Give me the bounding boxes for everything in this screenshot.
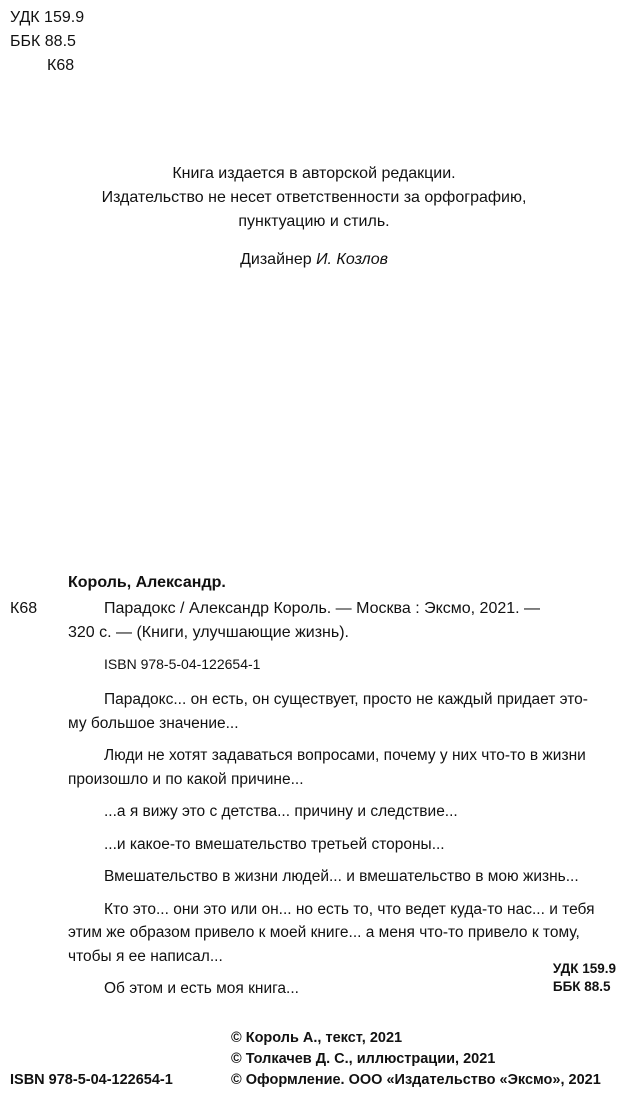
copyright-text: © Король А., текст, 2021 [231,1030,403,1046]
bbk-code-bottom: ББК 88.5 [552,979,611,994]
annotation-text: Парадокс... он есть, он существует, просто не каждый придает это- [104,691,588,708]
annotation-text: ...а я вижу это с детства... причину и следствие... [104,803,458,820]
annotation-paragraph [68,688,618,735]
biblio-line-1: Парадокс / Александр Король. — Москва : Эксмо, 2021. — [104,600,541,617]
annotation-text: чтобы я ее написал... [68,947,223,965]
udk-code: УДК 159.9 [10,9,85,26]
notice-line-1: Книга издается в авторской редакции. [172,165,456,182]
annotation-paragraph [68,833,618,857]
annotation-text: Вмешательство в жизни людей... и вмешательство в мою жизнь... [104,868,579,885]
annotation [68,688,618,1010]
annotation-paragraph [68,898,618,969]
annotation-text: Об этом и есть моя книга... [104,980,299,997]
designer-name: И. Козлов [316,251,388,268]
annotation-text: этим же образом привело к моей книге... а меня что-то привело к тому, [68,924,580,941]
copyright-block [231,1028,601,1091]
isbn-footer: ISBN 978-5-04-122654-1 [10,1072,173,1088]
author-mark-side: К68 [10,600,38,617]
publisher-notice [0,162,628,234]
annotation-text: произошло и по какой причине... [68,770,304,788]
annotation-paragraph [68,865,618,889]
copyright-design: © Оформление. ООО «Издательство «Эксмо», 2021 [231,1072,601,1088]
annotation-paragraph [68,744,618,791]
annotation-text: Люди не хотят задаваться вопросами, почему у них что-то в жизни [104,747,586,764]
copyright-illustrations: © Толкачев Д. С., иллюстрации, 2021 [231,1051,496,1067]
designer-credit [0,248,628,272]
notice-line-2: Издательство не несет ответственности за орфографию, [101,189,527,206]
annotation-text: му большое значение... [68,714,239,732]
bibliographic-description [68,597,618,645]
author-mark-code: К68 [47,57,75,74]
bbk-code: ББК 88.5 [10,33,76,50]
isbn-record: ISBN 978-5-04-122654-1 [104,656,261,672]
classification-codes-top [10,6,84,78]
notice-line-3: пунктуацию и стиль. [238,213,390,230]
designer-label: Дизайнер [240,251,312,268]
annotation-paragraph [68,977,618,1001]
annotation-text: Кто это... они это или он... но есть то, что ведет куда-то нас... и тебя [104,900,595,918]
classification-codes-bottom [553,960,616,996]
udk-code-bottom: УДК 159.9 [552,961,616,976]
annotation-text: ...и какое-то вмешательство третьей стороны... [104,835,445,853]
annotation-paragraph [68,800,618,824]
author-heading: Король, Александр. [68,574,226,591]
biblio-line-2: 320 с. — (Книги, улучшающие жизнь). [68,624,349,641]
